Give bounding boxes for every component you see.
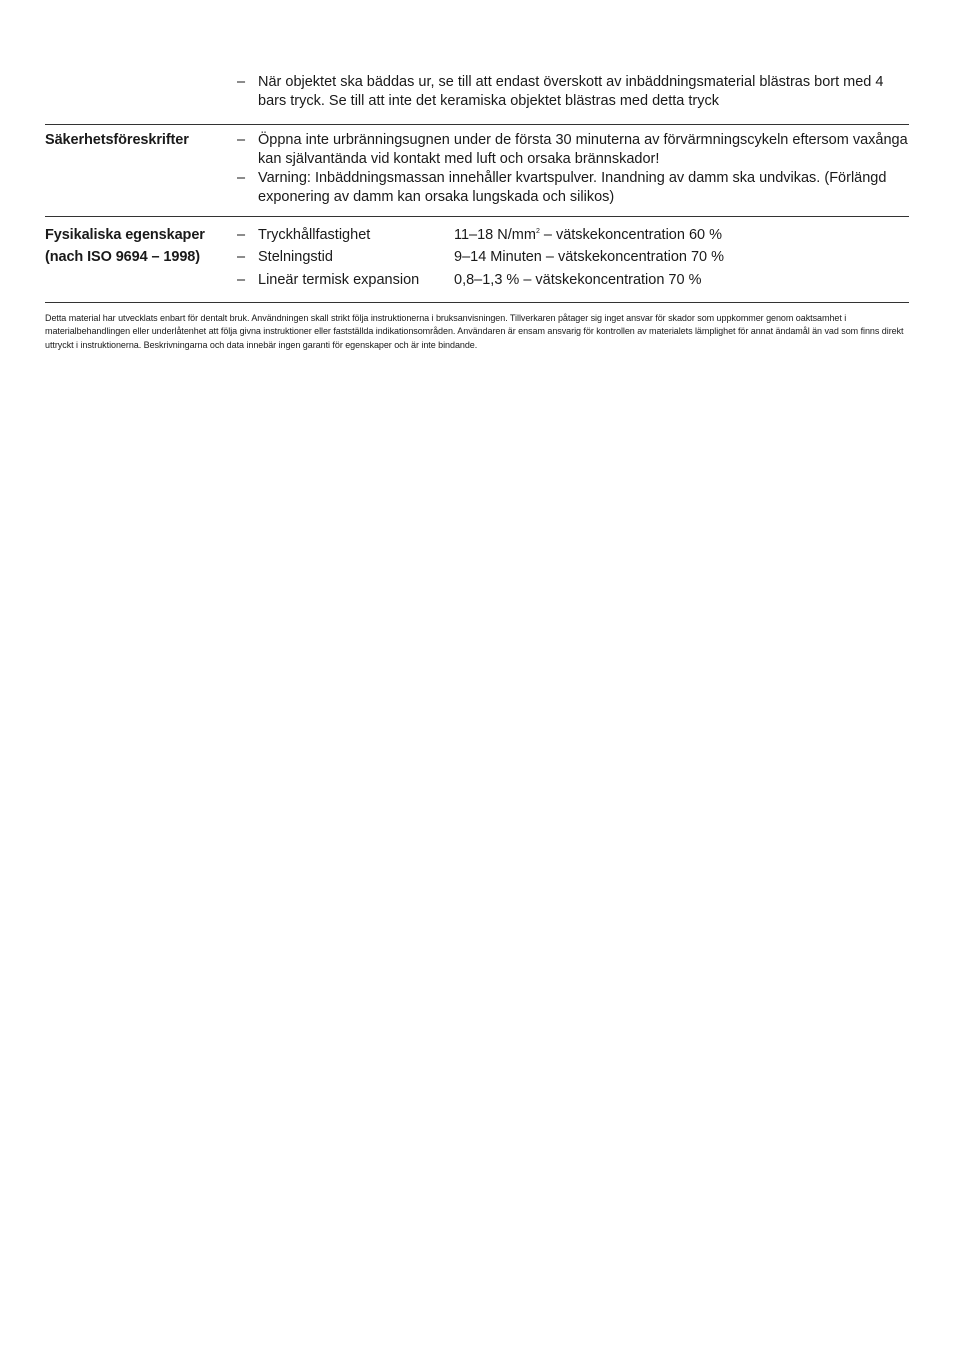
disclaimer-text: Detta material har utvecklats enbart för dentalt bruk. Användningen skall strikt följa instruktionerna i bruksanvisningen. Tillverkaren påtager sig inget ansvar för skador som uppkommer genom oaktsamhet i materialbehandlingen eller underlåtenhet att följa givna instruktioner eller fastställda indikationsområden. Användaren är ensam ansvarig för kontrollen av materialets lämplighet för annat ändamål än vad som finns direkt uttryckt i instruktionerna. Beskrivningarna och data innebär ingen garanti för egenskaper och är inte bindande. bbox=[45, 313, 904, 350]
section-divider bbox=[45, 216, 909, 217]
bullet-dash: – bbox=[237, 249, 246, 265]
property-name: Lineär termisk expansion bbox=[258, 272, 420, 288]
bullet-dash: – bbox=[237, 132, 246, 148]
property-value-suffix: – vätskekoncentration 60 % bbox=[539, 227, 723, 243]
section-divider bbox=[45, 124, 909, 125]
physical-label: Fysikaliska egenskaper bbox=[45, 227, 205, 243]
safety-bullet-dust bbox=[237, 169, 909, 207]
bullet-dash: – bbox=[237, 272, 246, 288]
property-value-superscript: 2 bbox=[535, 228, 540, 235]
safety-bullet-oven bbox=[237, 131, 909, 169]
property-name: Stelningstid bbox=[258, 249, 333, 265]
property-value: 9–14 Minuten – vätskekoncentration 70 % bbox=[454, 249, 725, 265]
blasting-bullet-text: När objektet ska bäddas ur, se till att endast överskott av inbäddningsmaterial blästras bort med 4 bars tryck. Se till att inte det keramiska objektet blästras med detta tryck bbox=[258, 74, 884, 109]
property-value-main: 11–18 N/mm bbox=[454, 227, 536, 243]
bullet-dash: – bbox=[237, 227, 246, 243]
physical-standard-label: (nach ISO 9694 – 1998) bbox=[45, 249, 200, 265]
safety-bullet-dust-text: Varning: Inbäddningsmassan innehåller kvartspulver. Inandning av damm ska undvikas. (Förlängd exponering av damm kan orsaka lungskada och silikos) bbox=[258, 170, 887, 205]
safety-bullet-oven-text: Öppna inte urbränningsugnen under de första 30 minuterna av förvärmningscykeln eftersom vaxånga kan självantända vid kontakt med luft och orsaka brännskador! bbox=[258, 132, 908, 167]
safety-label: Säkerhetsföreskrifter bbox=[45, 132, 189, 148]
blasting-bullet bbox=[237, 73, 909, 111]
bullet-dash: – bbox=[237, 170, 246, 186]
bullet-dash: – bbox=[237, 74, 246, 90]
section-divider bbox=[45, 302, 909, 303]
property-value: 0,8–1,3 % – vätskekoncentration 70 % bbox=[454, 272, 702, 288]
property-value bbox=[454, 226, 722, 245]
property-name: Tryckhållfastighet bbox=[258, 227, 371, 243]
